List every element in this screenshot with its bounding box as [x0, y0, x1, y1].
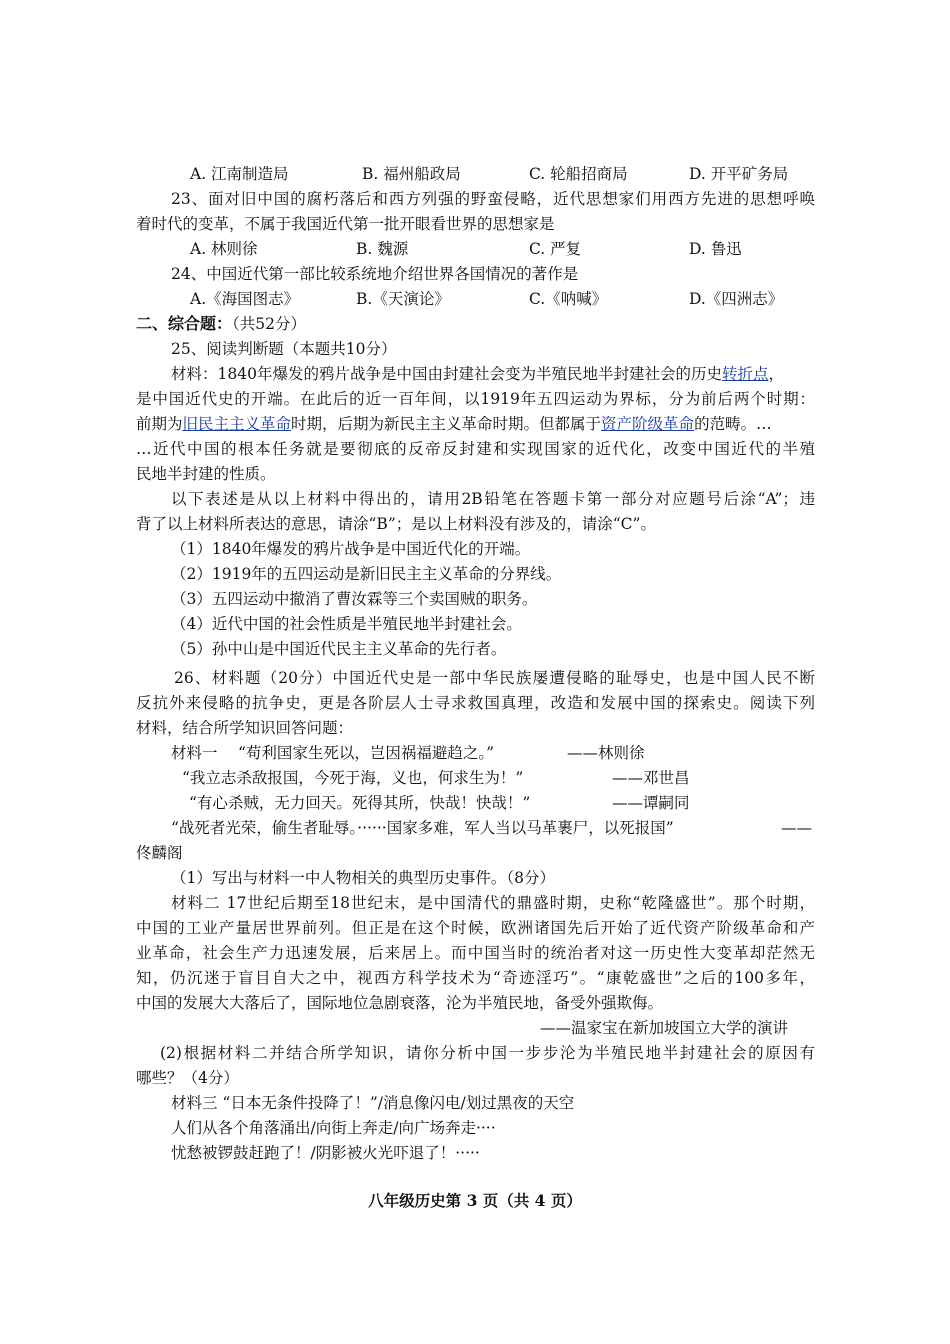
- q24-stem: 24、中国近代第一部比较系统地介绍世界各国情况的著作是: [171, 265, 579, 283]
- q25-material-line1: [171, 364, 784, 384]
- q23-stem-line1: 23、面对旧中国的腐朽落后和西方列强的野蛮侵略，近代思想家们用西方先进的思想呼唤: [171, 190, 815, 208]
- q25-material-text: 的范畴。…: [694, 415, 772, 433]
- q26-question-1: （1）写出与材料一中人物相关的典型历史事件。（8分）: [171, 869, 555, 887]
- material2-line5: 中国的发展大大落后了，国际地位急剧衰落，沦为半殖民地，备受外强欺侮。: [136, 994, 664, 1012]
- q25-statement-2: （2）1919年的五四运动是新旧民主主义革命的分界线。: [171, 565, 562, 583]
- keyword-turning-point: 转折点: [721, 365, 769, 383]
- q23-option-b: B. 魏源: [356, 240, 409, 258]
- q25-material-line4: …近代中国的根本任务就是要彻底的反帝反封建和实现国家的近代化，改变中国近代的半殖: [136, 440, 815, 458]
- q26-question-2-line2: 哪些？（4分）: [136, 1069, 239, 1087]
- material1-author1: ——林则徐: [567, 744, 645, 762]
- material1-label: 材料一: [171, 744, 218, 762]
- q24-option-d: D.《四洲志》: [689, 290, 784, 308]
- q26-intro-line3: 材料，结合所学知识回答问题：: [136, 719, 354, 737]
- q22-option-d: D. 开平矿务局: [689, 165, 789, 183]
- q23-option-a: A. 林则徐: [190, 240, 258, 258]
- material1-quote2: “我立志杀敌报国，今死于海，义也，何求生为！”: [182, 769, 524, 787]
- q25-statement-5: （5）孙中山是中国近代民主主义革命的先行者。: [171, 640, 507, 658]
- material1-author3: ——谭嗣同: [612, 794, 690, 812]
- q25-statement-3: （3）五四运动中撤消了曹汝霖等三个卖国贼的职务。: [171, 590, 538, 608]
- material2-line2: 中国的工业产量居世界前列。但正是在这个时候，欧洲诸国先后开始了近代资产阶级革命和产: [136, 919, 815, 937]
- material1-author4: 佟麟阁: [136, 844, 183, 862]
- q26-intro-line1: 26、材料题（20分）中国近代史是一部中华民族屡遭侵略的耻辱史，也是中国人民不断: [174, 669, 815, 687]
- q25-instruction-line2: 背了以上材料所表达的意思，请涂“B”；是以上材料没有涉及的，请涂“C”。: [136, 515, 656, 533]
- q25-statement-4: （4）近代中国的社会性质是半殖民地半封建社会。: [171, 615, 522, 633]
- q25-heading: 25、阅读判断题（本题共10分）: [171, 340, 397, 358]
- q22-option-c: C. 轮船招商局: [529, 165, 628, 183]
- section-title: 二、综合题：: [136, 314, 233, 333]
- q25-material-line5: 民地半封建的性质。: [136, 465, 276, 483]
- q25-material-text: 材料：1840年爆发的鸦片战争是中国由封建社会变为半殖民地半封建社会的历史: [171, 365, 722, 383]
- q25-material-text: 前期为: [136, 415, 183, 433]
- material1-quote1: “苟利国家生死以，岂因祸福避趋之。”: [238, 744, 495, 762]
- q22-option-b: B. 福州船政局: [362, 165, 461, 183]
- q24-option-b: B.《天演论》: [356, 290, 450, 308]
- q26-intro-line2: 反抗外来侵略的抗争史，更是各阶层人士寻求救国真理，改造和发展中国的探索史。阅读下列: [136, 694, 815, 712]
- q26-question-2-line1: (2)根据材料二并结合所学知识，请你分析中国一步步沦为半殖民地半封建社会的原因有: [160, 1044, 815, 1062]
- keyword-old-democratic-revolution: 旧民主主义革命: [182, 415, 292, 433]
- section-score: （共52分）: [232, 315, 306, 333]
- material2-source: ——温家宝在新加坡国立大学的演讲: [540, 1019, 789, 1037]
- material2-line4: 知，仍沉迷于盲目自大之中，视西方科学技术为“奇迹淫巧”。“康乾盛世”之后的100多年，: [136, 969, 815, 987]
- q25-instruction-line1: 以下表述是从以上材料中得出的，请用2B铅笔在答题卡第一部分对应题号后涂“A”；违: [171, 490, 815, 508]
- q25-material-text: ，: [768, 365, 784, 383]
- material3-line2: 人们从各个角落涌出/向街上奔走/向广场奔走····: [171, 1119, 496, 1137]
- q23-option-c: C. 严复: [529, 240, 582, 258]
- material3-line1: 材料三 “日本无条件投降了！”/消息像闪电/划过黑夜的天空: [171, 1094, 575, 1112]
- material1-author2: ——邓世昌: [612, 769, 690, 787]
- section-heading: [136, 314, 306, 334]
- q24-option-c: C.《呐喊》: [529, 290, 608, 308]
- material1-quote3: “有心杀贼，无力回天。死得其所，快哉！快哉！”: [189, 794, 531, 812]
- q25-material-line3: [136, 414, 772, 434]
- q25-statement-1: （1）1840年爆发的鸦片战争是中国近代化的开端。: [171, 540, 531, 558]
- q25-material-line2: 是中国近代史的开端。在此后的近一百年间，以1919年五四运动为界标，分为前后两个时期：: [136, 390, 815, 408]
- keyword-bourgeois-revolution: 资产阶级革命: [601, 415, 695, 433]
- material1-dash4: ——: [781, 819, 812, 837]
- material2-line3: 业革命，社会生产力迅速发展，后来居上。而中国当时的统治者对这一历史性大变革却茫然无: [136, 944, 815, 962]
- page-footer: 八年级历史第 3 页（共 4 页）: [368, 1191, 582, 1210]
- material3-line3: 忧愁被锣鼓赶跑了！/阴影被火光吓退了！·····: [171, 1144, 480, 1162]
- q25-material-text: 时期，后期为新民主主义革命时期。但都属于: [291, 415, 602, 433]
- q22-option-a: A. 江南制造局: [190, 165, 289, 183]
- q23-option-d: D. 鲁迅: [689, 240, 742, 258]
- material2-line1: 材料二 17世纪后期至18世纪末，是中国清代的鼎盛时期，史称“乾隆盛世”。那个时期，: [171, 894, 815, 912]
- q24-option-a: A.《海国图志》: [190, 290, 300, 308]
- material1-quote4: “战死者光荣，偷生者耻辱。······国家多难，军人当以马革裹尸，以死报国”: [171, 819, 674, 837]
- q23-stem-line2: 着时代的变革，不属于我国近代第一批开眼看世界的思想家是: [136, 215, 555, 233]
